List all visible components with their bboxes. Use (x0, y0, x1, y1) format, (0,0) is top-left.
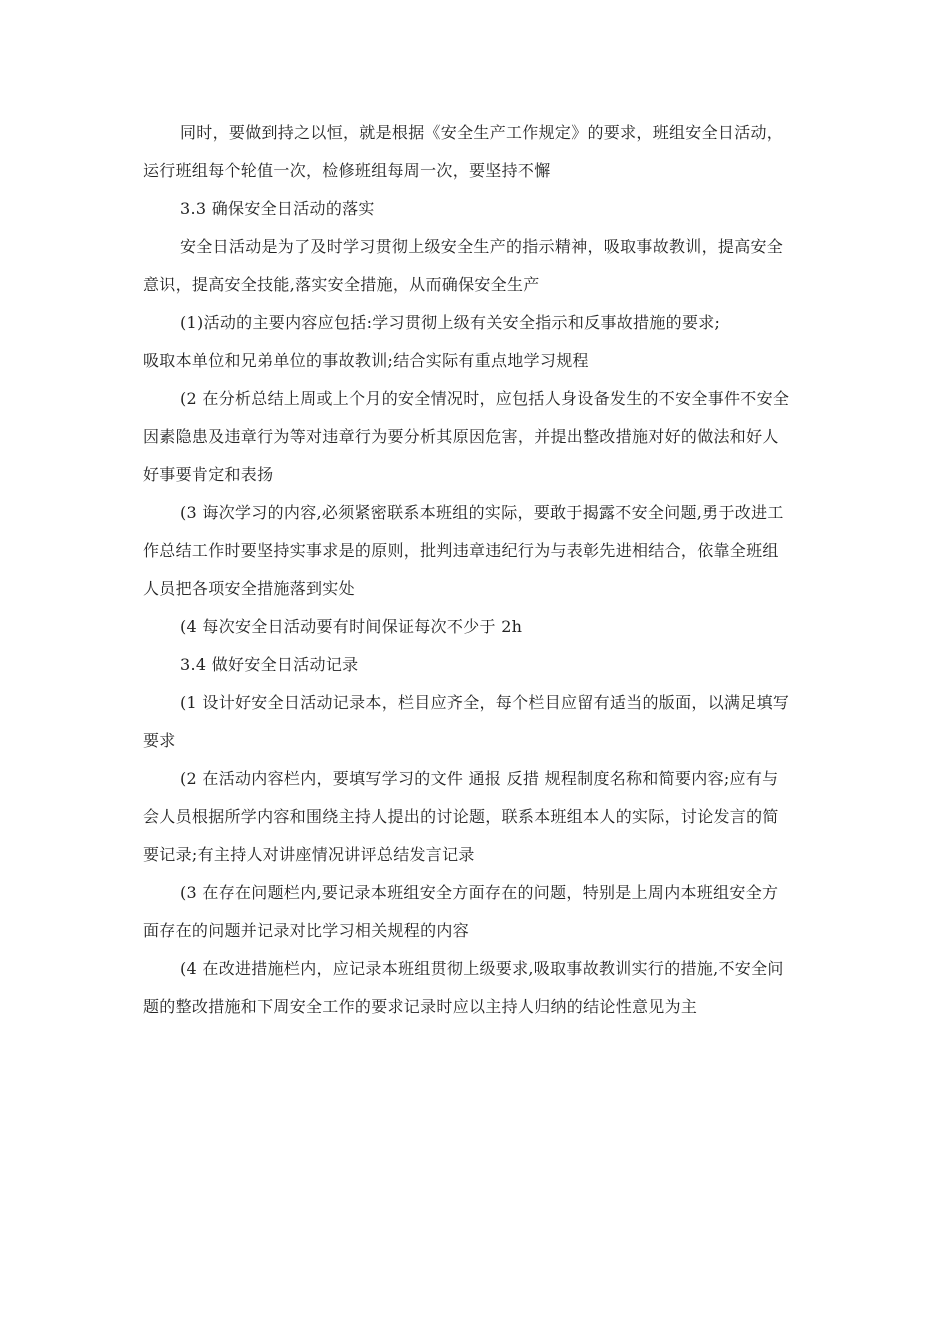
paragraph-line: 人员把各项安全措施落到实处 (143, 579, 355, 598)
paragraph-line: (1)活动的主要内容应包括:学习贯彻上级有关安全指示和反事故措施的要求; (180, 313, 721, 332)
paragraph-line: (4 每次安全日活动要有时间保证每次不少于 2h (180, 617, 523, 636)
paragraph-line: 因素隐患及违章行为等对违章行为要分析其原因危害，并提出整改措施对好的做法和好人 (143, 427, 779, 446)
paragraph-line: 要记录;有主持人对讲座情况讲评总结发言记录 (143, 845, 475, 864)
paragraph-line: 题的整改措施和下周安全工作的要求记录时应以主持人归纳的结论性意见为主 (143, 997, 698, 1016)
paragraph-line: 要求 (143, 731, 176, 750)
paragraph-line: 作总结工作时要坚持实事求是的原则，批判违章违纪行为与表彰先进相结合，依靠全班组 (143, 541, 779, 560)
paragraph-line: 会人员根据所学内容和围绕主持人提出的讨论题，联系本班组本人的实际，讨论发言的简 (143, 807, 779, 826)
paragraph-line: 吸取本单位和兄弟单位的事故教训;结合实际有重点地学习规程 (143, 351, 589, 370)
paragraph-line: (4 在改进措施栏内，应记录本班组贯彻上级要求,吸取事故教训实行的措施,不安全问 (180, 959, 784, 978)
paragraph-line: (2 在活动内容栏内，要填写学习的文件 通报 反措 规程制度名称和简要内容;应有与 (180, 769, 779, 788)
section-heading: 3.4 做好安全日活动记录 (180, 655, 359, 674)
paragraph-line: (2 在分析总结上周或上个月的安全情况时，应包括人身设备发生的不安全事件不安全 (180, 389, 790, 408)
paragraph-line: (1 设计好安全日活动记录本，栏目应齐全，每个栏目应留有适当的版面，以满足填写 (180, 693, 790, 712)
paragraph-line: 同时，要做到持之以恒，就是根据《安全生产工作规定》的要求，班组安全日活动， (180, 123, 784, 142)
paragraph-line: 安全日活动是为了及时学习贯彻上级安全生产的指示精神，吸取事故教训，提高安全 (180, 237, 784, 256)
paragraph-line: 意识，提高安全技能,落实安全措施，从而确保安全生产 (143, 275, 540, 294)
section-heading: 3.3 确保安全日活动的落实 (180, 199, 375, 218)
paragraph-line: 好事要肯定和表扬 (143, 465, 274, 484)
paragraph-line: (3 在存在问题栏内,要记录本班组安全方面存在的问题，特别是上周内本班组安全方 (180, 883, 779, 902)
paragraph-line: 面存在的问题并记录对比学习相关规程的内容 (143, 921, 470, 940)
paragraph-line: 运行班组每个轮值一次，检修班组每周一次，要坚持不懈 (143, 161, 551, 180)
paragraph-line: (3 诲次学习的内容,必须紧密联系本班组的实际，要敢于揭露不安全问题,勇于改进工 (180, 503, 784, 522)
